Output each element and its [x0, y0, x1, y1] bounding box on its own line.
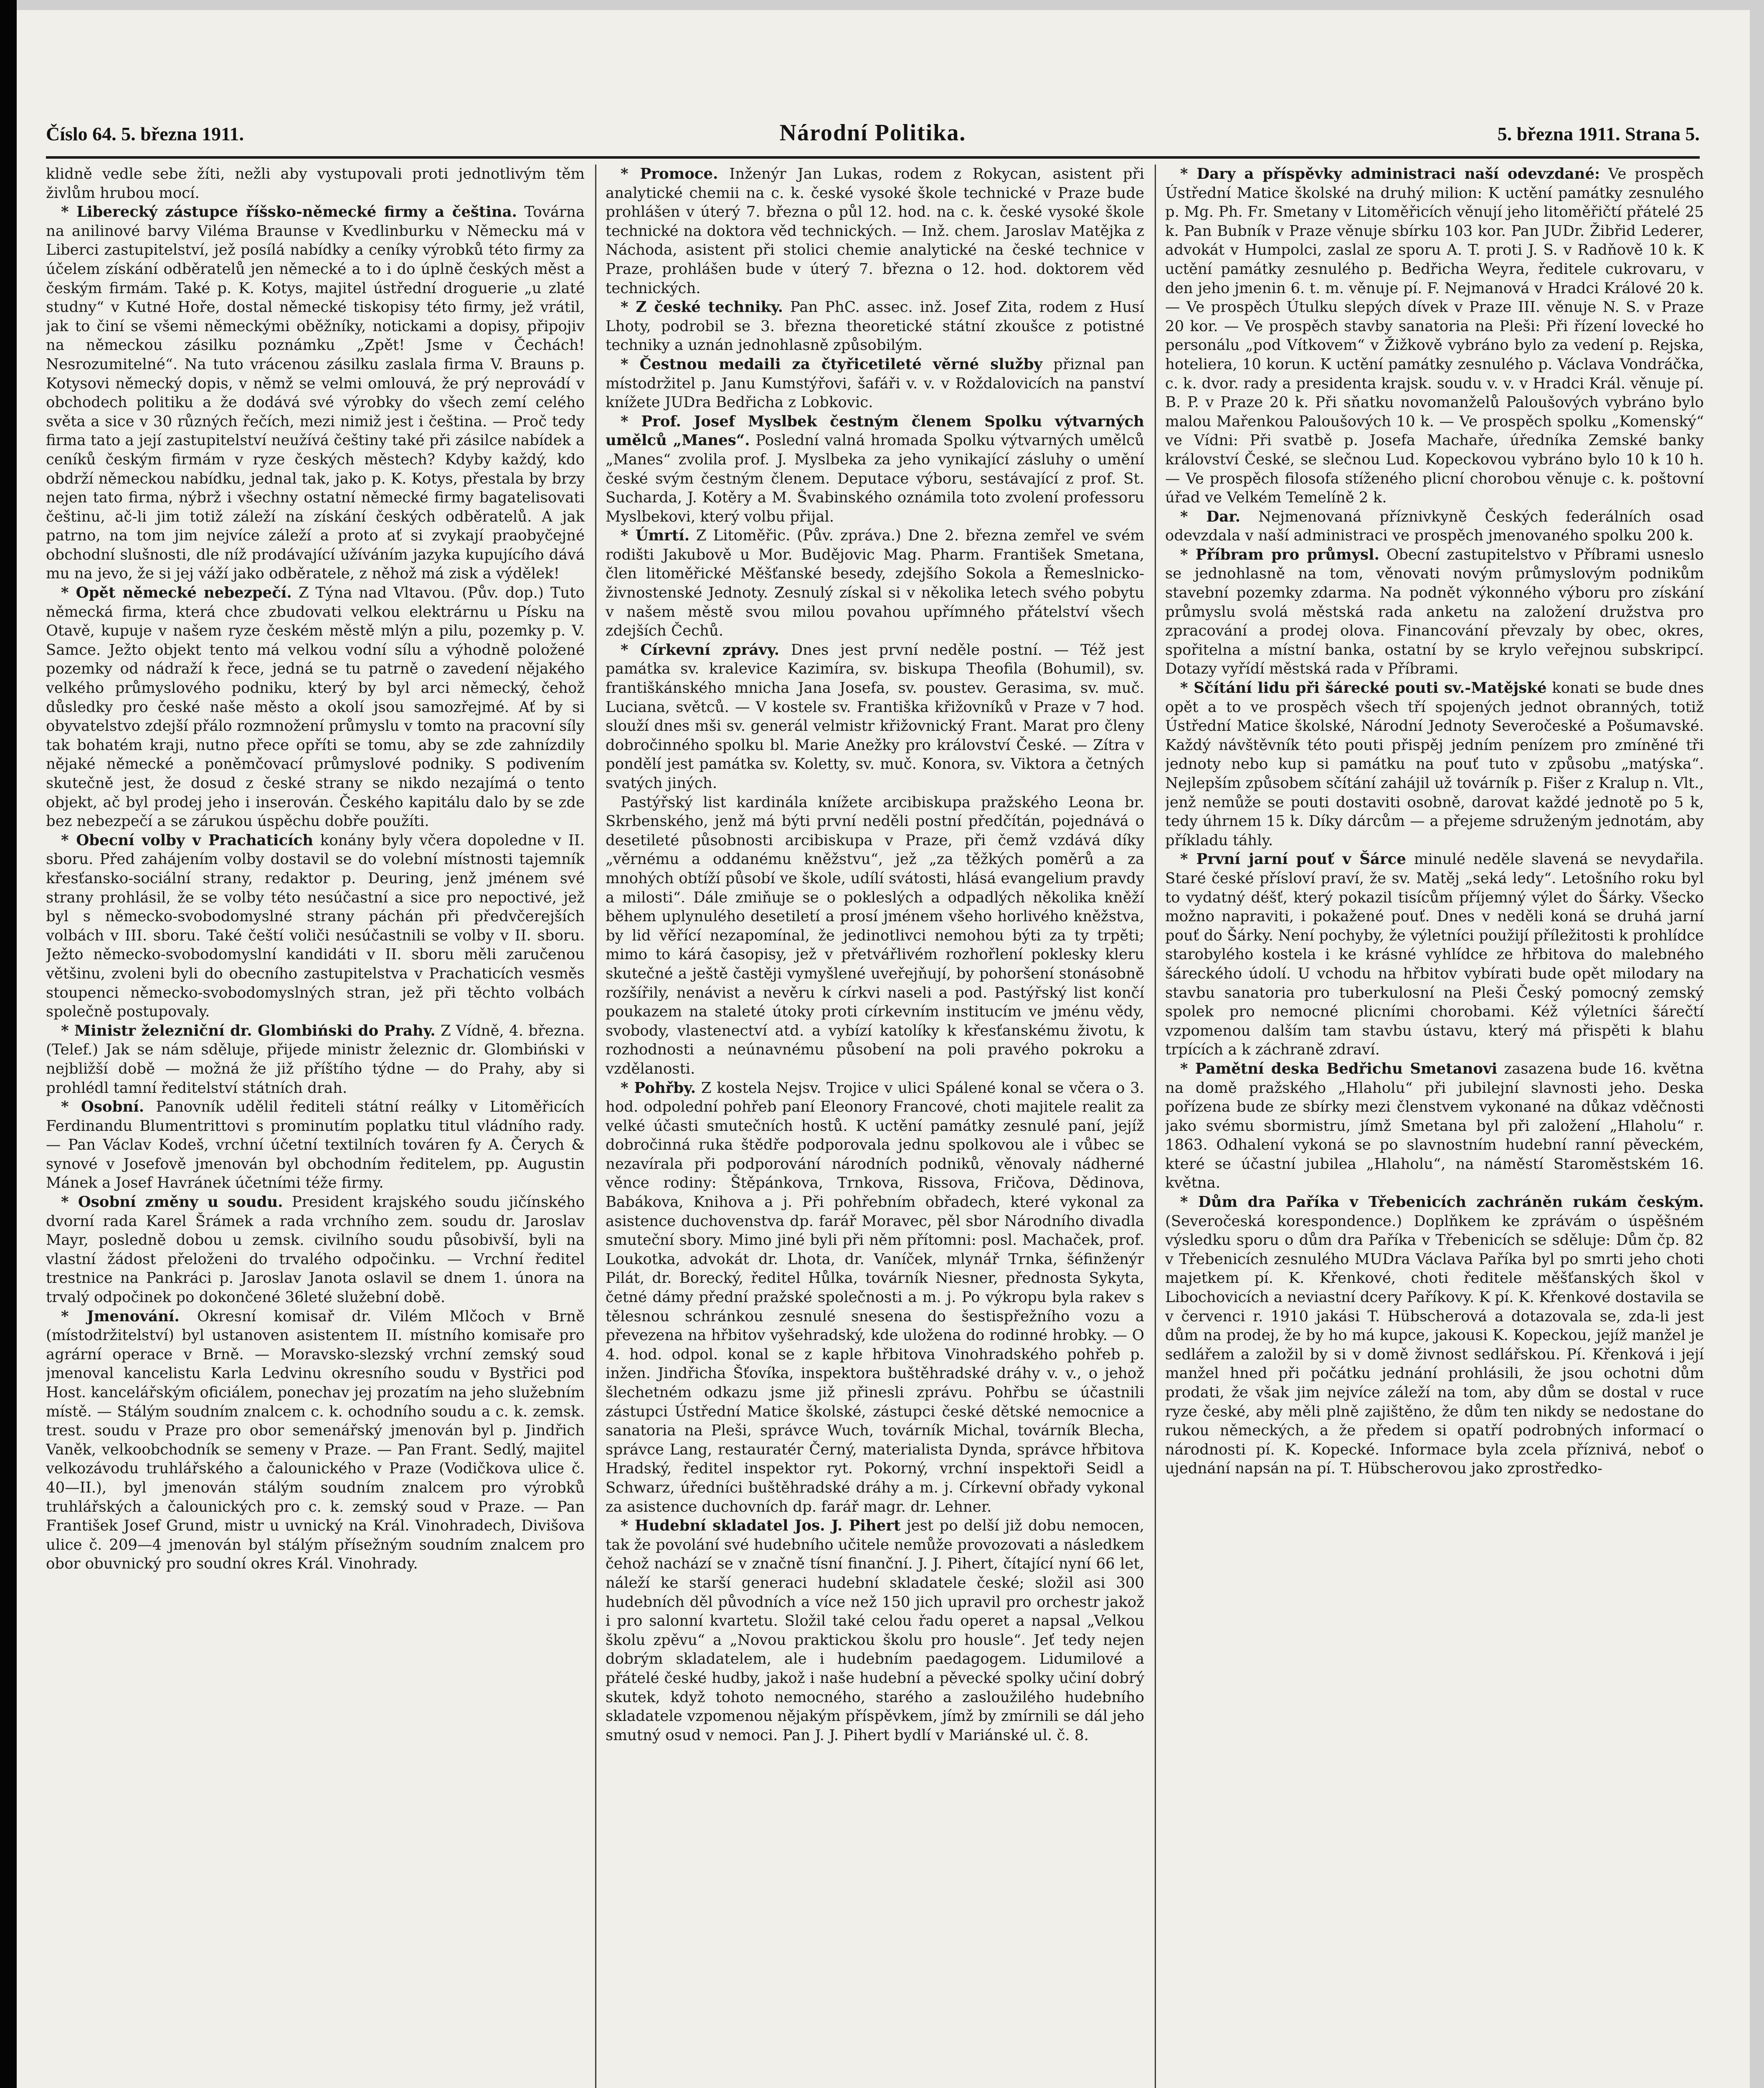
article-9: [606, 298, 1144, 355]
article-body: přiznal pan místodržitel p. Janu Kumstýřovi, šafáři v. v. v Roždalovicích na panství knížete JUDra Bedřicha z Lobkovic.: [606, 355, 1144, 411]
issue-number: Číslo 64. 5. března 1911.: [46, 123, 244, 144]
date-page: 5. března 1911. Strana 5.: [1497, 123, 1700, 144]
article-body: Panovník udělil řediteli státní reálky v Litoměřicích Ferdinandu Blumentrittovi s prominutím poplatku titul vládního rady. — Pan Václav Kodeš, vrchní účetní textilních továren fy A. Čerych & synové v Josefově jmenován byl obchodním ředitelem, pp. Augustin Mánek a Josef Havránek účetními téže firmy.: [46, 1098, 585, 1192]
article-body: Ve prospěch Ústřední Matice školské na druhý milion: K uctění památky zesnulého p. Mg. Ph. Fr. Smetany v Litoměřicích věnují jeho litoměřičtí přátelé 25 k. Pan Bubník v Praze věnuje sbírku 103 kor. Pan JUDr. Žibřid Lederer, advokát v Humpolci, zaslal ze sporu A. T. proti J. S. v Radňově 10 k. K uctění památky zesnulého p. Bedřicha Weyra, ředitele cukrovaru, v den jeho jmenin 6. t. m. věnuje pí. F. Nejmanová v Hradci Králové 20 k. — Ve prospěch Útulku slepých dívek v Praze III. věnuje N. S. v Praze 20 kor. — Ve prospěch stavby sanatoria na Pleši: Při řízení lovecké ho personálu „pod Vítkovem“ v Žižkově vybráno bylo za vedení p. Rejska, hoteliera, 10 korun. K uctění památky zesnulého p. Václava Vondráčka, c. k. dvor. rady a presidenta krajsk. soudu v. v. v Hradci Král. věnuje pí. B. P. v Praze 20 k. Při sňatku novomanželů Paloušových vybráno bylo malou Mařenkou Paloušových 10 k. — Ve prospěch spolku „Komenský“ ve Vídni: Při svatbě p. Josefa Machaře, úředníka Zemské banky království České, se slečnou Lud. Kopeckovou vybráno bylo 10 k 10 h. — Ve prospěch filosofa stíženého plicní chorobou věnuje c. k. poštovní úřad ve Velkém Temelíně 2 k.: [1165, 165, 1704, 507]
column-rule: [1155, 165, 1156, 2088]
article-lead: * Pohřby.: [621, 1079, 696, 1097]
article-body: Továrna na anilinové barvy Viléma Braunse v Kvedlinburku v Německu má v Liberci zastupitelství, jež posílá nabídky a ceníky výrobků této firmy za účelem získání odběratelů jen německé a to i do úplně českých měst a českým firmám. Také p. K. Kotys, majitel ústřední droguerie „u zlaté studny“ v Kutné Hoře, dostal německé tiskopisy této firmy, jež vrátil, jak to činí se všemi německými oběžníky, notickami a dopisy, připojiv na německou zásilku poznámku „Zpět! Jsme v Čechách! Nesrozumitelné“. Na tuto vrácenou zásilku zaslala firma V. Brauns p. Kotysovi německý dopis, v němž se velmi omlouvá, že prý neprovádí v obchodech politiku a že dodává své výrobky do všech zemí celého světa a sice v 30 různých řečích, mezi nimiž jest i čeština. — Proč tedy firma tato a její zastupitelství neužívá češtiny také při zásilce nabídek a ceníků českým firmám v ryze českých městech? Kdyby každý, kdo obdrží německou nabídku, jednal tak, jako p. K. Kotys, přestala by brzy nejen tato firma, nýbrž i všechny ostatní německé firmy bagatelisovati češtinu, ač-li jim totiž záleží na získání českých odběratelů. A jak patrno, na tom jim nejvíce záleží a proto ať si zvykají praobyčejné obchodní slušnosti, dle níž prodávající užíváním jazyka kupujícího dává mu na jevo, že si jej váží jako odběratele, z něhož má zisk a výdělek!: [46, 203, 585, 583]
article-lead: * Liberecký zástupce říšsko-německé firmy a čeština.: [61, 203, 517, 221]
article-16: [606, 1516, 1144, 1745]
article-lead: * Dar.: [1180, 508, 1241, 525]
article-body: Z kostela Nejsv. Trojice v ulici Spálené konal se včera o 3. hod. odpolední pohřeb paní Eleonory Francové, choti majitele realit za velké účasti smutečních hostů. K uctění památky zesnulé paní, jejíž dobročinná ruka štědře podporovala jednu spolkovou ale i vůbec se nezavírala při podporování národních podniků, věnovaly nádherné věnce rodiny: Štěpánkova, Trnkova, Rissova, Fričova, Dědinova, Babákova, Knihova a j. Při pohřebním obřadech, které vykonal za asistence duchovenstva dp. farář Moravec, pěl sbor Národního divadla smuteční sbory. Mimo jiné byli při něm přítomni: posl. Machaček, prof. Loukotka, advokát dr. Lhota, dr. Vaníček, mlynář Trnka, šéfinženýr Pilát, dr. Borecký, ředitel Hůlka, továrník Niesner, přednosta Sykyta, četné dámy přední pražské společnosti a m. j. Po výkropu byla rakev s tělesnou schránkou zesnulé snesena do šestispřežního vozu a převezena na hřbitov vyšehradský, kde uložena do rodinné hrobky. — O 4. hod. odpol. konal se z kaple hřbitova Vinohradského pohřeb p. inžen. Jindřicha Šťovíka, inspektora buštěhradské dráhy v. v., o jehož šlechetném odkazu jsme již přinesli zprávu. Pohřbu se účastnili zástupci Ústřední Matice školské, zástupci české dětské nemocnice a sanatoria na Pleši, správce Wuch, továrník Michal, továrník Blecha, správce Lang, restauratér Černý, materialista Dynda, správce hřbitova Hradský, ředitel inspektor ryt. Pokorný, vrchní inspektoři Seidl a Schwarz, úředníci buštěhradské dráhy a m. j. Církevní obřady vykonal za asistence duchovních dp. farář magr. dr. Lehner.: [606, 1079, 1144, 1515]
article-body: Z Vídně, 4. března. (Telef.) Jak se nám sděluje, přijede ministr železnic dr. Glombiński v nejbližší době — možná že již příštího týdne — do Prahy, aby si prohlédl tamní ředitelství státních drah.: [46, 1022, 585, 1097]
article-lead: * Z české techniky.: [621, 299, 783, 316]
article-23: [1165, 1193, 1704, 1478]
article-lead: * Příbram pro průmysl.: [1180, 546, 1380, 563]
article-lead: * Jmenování.: [61, 1308, 180, 1325]
column-1: [46, 165, 585, 2088]
article-lead: * Dary a příspěvky administraci naší odevzdané:: [1180, 165, 1600, 182]
article-lead: * Úmrtí.: [621, 527, 690, 545]
newspaper-page: [17, 10, 1750, 2088]
article-body: Obecní zastupitelstvo v Příbrami usneslo se jednohlasně na tom, věnovati novým průmyslovým podnikům stavební pozemky zdarma. Na podnět výkonného výboru pro získání průmyslu svolá městská rada anketu na založení družstva pro zpracování a prodej olova. Financování převzaly by obec, okres, spořitelna a místní banka, ostatní by se krylo veřejnou subskripcí. Dotazy vyřídí městská rada v Příbrami.: [1165, 546, 1704, 678]
article-lead: * Prof. Josef Myslbek čestným členem Spolku výtvarných umělců „Manes“.: [606, 413, 1144, 449]
article-lead: * Pamětní deska Bedřichu Smetanovi: [1180, 1060, 1498, 1077]
article-10: [606, 355, 1144, 412]
article-1: [46, 203, 585, 583]
article-body: Nejmenovaná příznivkyně Českých federálních osad odevzdala v naší administraci ve prospěch jmenovaného spolku 200 k.: [1165, 508, 1704, 545]
article-body: Dnes jest první neděle postní. — Též jest památka sv. kralevice Kazimíra, sv. biskupa Theofila (Bohumil), sv. františkánského mnicha Jana Josefa, sv. poustev. Gerasima, sv. muč. Luciana, světců. — V kostele sv. Františka křižovníků v Praze v 7 hod. slouží dnes mši sv. generál velmistr křižovnický Frant. Marat pro členy dobročinného spolku bl. Marie Anežky pro království České. — Zítra v pondělí jest památka sv. Koletty, sv. muč. Konora, sv. Viktora a četných svatých jiných.: [606, 641, 1144, 792]
article-columns: [46, 165, 1704, 2088]
article-body: minulé neděle slavená se nevydařila. Staré české přísloví praví, že sv. Matěj „seká ledy“. Letošního roku byl to vydatný déšť, který pokazil tisícům příjemný výlet do Šárky. Všecko možno napraviti, i pokažené pouť. Dnes v neděli koná se druhá jarní pouť do Šárky. Není pochyby, že výletníci použijí příležitosti k prohlídce starobylého kostela i ke krásné vyhlídce ze hřbitova do malebného šáreckého údolí. U vchodu na hřbitov vybírati bude opět milodary na stavbu sanatoria pro tuberkulosní na Pleši Český pomocný zemský spolek pro nemocné plicními chorobami. Kéž výletníci šárečtí vzpomenou dalším tam stavbu ústavu, který má přispěti k blahu trpících a k záchraně zdraví.: [1165, 851, 1704, 1059]
article-body: Poslední valná hromada Spolku výtvarných umělců „Manes“ zvolila prof. J. Myslbeka za jeho vynikající zásluhy o umění české svým čestným členem. Deputace výboru, sestávající z prof. St. Sucharda, J. Kotěry a M. Švabinského oznámila toto zvolení professoru Myslbekovi, který volbu přijal.: [606, 432, 1144, 525]
article-3: [46, 831, 585, 1021]
article-6: [46, 1193, 585, 1307]
article-body: konati se bude dnes opět a to ve prospěch všech tří spojených jednot obranných, totiž Ústřední Matice školské, Národní Jednoty Severočeské a Pošumavské. Každý návštěvník této pouti přispěj jedním penízem pro zmíněné tři jednoty nebo kup si památku na pouť tuto v způsobu „matýska“. Nejlepším způsobem sčítání zahájil už továrník p. Fišer z Kralup n. Vlt., jenž nemůže se pouti dostaviti osobně, darovat každé jednotě po 5 k, tedy úhrnem 15 k. Díky dárcům — a přejeme sdruženým jednotám, aby příkladu táhly.: [1165, 679, 1704, 849]
article-body: Pan PhC. assec. inž. Josef Zita, rodem z Husí Lhoty, podrobil se 3. března theoretické státní zkoušce z potistné techniky a uznán jednohlasně způsobilým.: [606, 299, 1144, 354]
column-3: [1165, 165, 1704, 2088]
column-rule: [595, 165, 596, 2088]
article-body: Inženýr Jan Lukas, rodem z Rokycan, asistent při analytické chemii na c. k. české vysoké škole technické v Praze bude prohlášen v úterý 7. března o půl 12. hod. na c. k. české vysoké škole technické na doktora věd technických. — Inž. chem. Jaroslav Matějka z Náchoda, asistent při stolici chemie analytické na české technice v Praze, prohlášen bude v úterý 7. března o 12. hod. doktorem věd technických.: [606, 165, 1144, 297]
article-15: [606, 1079, 1144, 1517]
article-body: konány byly včera dopoledne v II. sboru. Před zahájením volby dostavil se do volební místnosti tajemník křesťansko-sociální strany, redaktor p. Deuring, jenž jménem své strany prohlásil, že se volby této nesúčastní a sice pro nepoctivé, jež byl s německo-svobodomyslné strany páchán při předvčerejších volbách v III. sboru. Také čeští voliči nesúčastnili se volby v II. sboru. Ježto německo-svobodomyslní kandidáti v II. sboru měli zaručenou většinu, zvoleni byli do obecního zastupitelstva v Prachaticích vesměs stoupenci německo-svobodomyslných stran, jež při těchto volbách společně postupovaly.: [46, 831, 585, 1021]
article-lead: * Promoce.: [621, 165, 718, 182]
paper-name: Národní Politika.: [779, 120, 966, 146]
article-20: [1165, 679, 1704, 850]
article-lead: * Ministr železniční dr. Glombiński do Prahy.: [61, 1022, 436, 1039]
article-17: [1165, 165, 1704, 507]
article-12: [606, 526, 1144, 641]
article-5: [46, 1097, 585, 1193]
article-body: Okresní komisař dr. Vilém Mlčoch v Brně (místodržitelství) byl ustanoven asistentem II. místního komisaře pro agrární operace v Brně. — Moravsko-slezský vrchní zemský soud jmenoval kancelistu Karla Ledvinu okresního soudu v Bystřici pod Host. kancelářským oficiálem, ponechav jej prozatím na jeho služebním místě. — Stálým soudním znalcem c. k. ochodního soudu a c. k. zemsk. trest. soudu v Praze pro obor semenářský jmenován byl p. Jindřich Vaněk, velkoobchodník se semeny v Praze. — Pan Frant. Sedlý, majitel velkozávodu truhlářského a čalounického v Praze (Vodičkova ulice č. 40—II.), byl jmenován stálým soudním znalcem pro výrobků truhlářských a čalounických pro c. k. zemský soud v Praze. — Pan František Josef Grund, mistr u uvnický na Král. Vinohradech, Divišova ulice č. 209—4 jmenován byl stálým přísežným soudním znalcem pro obor obuvnický pro soudní okres Král. Vinohrady.: [46, 1308, 585, 1573]
article-21: [1165, 850, 1704, 1059]
article-22: [1165, 1059, 1704, 1193]
article-18: [1165, 507, 1704, 545]
article-body: zasazena bude 16. května na domě pražského „Hlaholu“ při jubilejní slavnosti jeho. Deska pořízena bude ze sbírky mezi členstvem vykonané na důkaz vděčnosti jako svému sbormistru, jímž Smetana byl při založení „Hlaholu“ r. 1863. Odhalení vykoná se po slavnostním hudební ranní pěveckém, které se účastní jubilea „Hlaholu“, na náměstí Staroměstském 16. května.: [1165, 1060, 1704, 1192]
article-7: [46, 1307, 585, 1574]
article-13: [606, 641, 1144, 793]
article-body: Z Týna nad Vltavou. (Pův. dop.) Tuto německá firma, která chce zbudovati velkou elektrárnu u Písku na Otavě, kupuje v našem ryze českém městě mlýn a pilu, pozemky p. V. Samce. Ježto objekt tento má velkou vodní sílu a výhodně položené pozemky od nádraží k řece, jedná se tu patrně o zavedení nějakého velkého průmyslového podniku, který by byl arci německý, čehož důsledky pro české naše město a okolí jsou samozřejmé. Ať by si obyvatelstvo zdejší přálo rozmnožení průmyslu v tomto na pracovní síly tak bohatém kraji, nutno přece opříti se tomu, aby se zde zahnízdily nějaké německé a poněmčovací průmyslové podniky. S podivením skutečně jest, že dosud z české strany se nikdo nezajímá o tento objekt, ač byl prodej jeho i inserován. Českého kapitálu dalo by se zde bez nebezpečí a se zárukou úspěchu dobře použíti.: [46, 584, 585, 830]
scan-edge: [0, 0, 17, 2088]
article-11: [606, 412, 1144, 527]
article-4: [46, 1021, 585, 1097]
article-body: klidně vedle sebe žíti, nežli aby vystupovali proti jednotlivým těm živlům hrubou mocí.: [46, 165, 585, 202]
article-14: [606, 793, 1144, 1079]
article-body: Pastýřský list kardinála knížete arcibiskupa pražského Leona br. Skrbenského, jenž má býti první neděli postní předčítán, pojednává o desetileté působnosti arcibiskupa v Praze, při čemž vzdává díky „věrnému a oddanému kněžstvu“, jež „za těžkých poměrů a za mnohých obtíží působí ve škole, udílí svátosti, hlásá evangelium pravdy a milosti“. Dále zmiňuje se o pokleslých a odpadlých několika kněží během uplynulého desetiletí a prosí jménem všeho horlivého kněžstva, by lid věřící nezapomínal, že jedinotlivci nemohou býti za ty trpěti; mimo to kárá časopisy, jež v přetvářlivém rozhořlení poklesky kleru skutečné a ještě častěji vymyšlené uveřejňují, by pohoršení stonásobně rozšířily, nenávist a nevěru k církvi naseli a pod. Pastýřský list končí poukazem na staleté útoky proti církevním institucím ve jménu vědy, svobody, vlastenectví atd. a vybízí katolíky k křesťanskému životu, k rozhodnosti a neúnavnému působení na poli pravého pokroku a vzdělanosti.: [606, 793, 1144, 1077]
column-2: [606, 165, 1144, 2088]
article-lead: * Sčítání lidu při šárecké pouti sv.-Matějské: [1180, 679, 1547, 697]
article-lead: * Osobní.: [61, 1098, 144, 1116]
article-body: (Severočeská korespondence.) Doplňkem ke zprávám o úspěšném výsledku sporu o dům dra Paříka v Třebenicích se sděluje: Dům čp. 82 v Třebenicích zesnulého MUDra Václava Paříka byl po smrti jeho choti majetkem pí. K. Křenkové, choti ředitele měšťanských škol v Libochovicích a neviastní dcery Paříkovy. K pí. K. Křenkové dostavila se v červenci r. 1910 jakási T. Hübscherová a dotazovala se, zda-li jest dům na prodej, že by ho má kupce, jakousi K. Kopeckou, jejíž manžel je sedlářem a založil by si v domě živnost sedlářskou. Pí. Křenková i její manžel hned při počátku jednání prohlásili, že jsou ochotni dům prodati, že však jim nejvíce záleží na tom, aby dům se dostal v ruce ryze české, aby měli plně zajištěno, že dům ten nikdy se nedostane do rukou německých, a že předem si opatří podrobných informací o národnosti pí. K. Kopecké. Informace byla zcela příznivá, neboť o ujednání napsán na pí. T. Hübscherovou jako zprostředko-: [1165, 1212, 1704, 1477]
article-lead: * Čestnou medaili za čtyřicetileté věrné služby: [621, 355, 1043, 373]
article-8: [606, 165, 1144, 298]
article-lead: * Dům dra Paříka v Třebenicích zachráněn rukám českým.: [1180, 1194, 1704, 1211]
article-0: [46, 165, 585, 203]
article-body: jest po delší již dobu nemocen, tak že povolání své hudebního učitele nemůže provozovati a následkem čehož nachází se v značně tísní finanční. J. J. Pihert, čítající nyní 66 let, náleží ke starší generaci hudební skladatele české; složil asi 300 hudebních děl původních a více než 150 jich upravil pro orchestr jakož i pro salonní kvartetu. Složil také celou řadu operet a napsal „Velkou školu zpěvu“ a „Novou praktickou školu pro housle“. Jeť tedy nejen dobrým skladatelem, ale i hudebním paedagogem. Lidumilové a přátelé české hudby, jakož i naše hudební a pěvecké spolky učiní dobrý skutek, když tohoto nemocného, starého a zasloužilého hudebního skladatele vzpomenou nějakým příspěvkem, jímž by zmírnili se dál jeho smutný osud v nemoci. Pan J. J. Pihert bydlí v Mariánské ul. č. 8.: [606, 1517, 1144, 1744]
article-lead: * Opět německé nebezpečí.: [61, 584, 292, 602]
article-lead: * Osobní změny u soudu.: [61, 1194, 283, 1211]
masthead: [46, 114, 1700, 159]
article-2: [46, 583, 585, 831]
article-lead: * Církevní zprávy.: [621, 641, 780, 659]
article-body: President krajského soudu jičínského dvorní rada Karel Šrámek a rada vrchního zem. soudu dr. Jaroslav Mayr, posledně dobou u zemsk. civilního soudu působivší, byli na vlastní žádost přeloženi do trvalého odpočinku. — Vrchní ředitel trestnice na Pankráci p. Jaroslav Janota oslavil se dnem 1. února na trvalý odpočinek po dokončené 36leté služební době.: [46, 1194, 585, 1306]
article-lead: * Hudební skladatel Jos. J. Pihert: [621, 1517, 901, 1535]
article-19: [1165, 545, 1704, 679]
article-lead: * První jarní pouť v Šárce: [1180, 851, 1406, 868]
article-lead: * Obecní volby v Prachaticích: [61, 831, 314, 849]
article-body: Z Litoměřic. (Pův. zpráva.) Dne 2. března zemřel ve svém rodišti Jakubově u Mor. Budějovic Mag. Pharm. František Smetana, člen litoměřické Měšťanské besedy, zdejšího Sokola a Řemeslnicko-živnostenské Jednoty. Zesnulý získal si v několika letech svého pobytu v našem městě svou milou povahou upřímného přátelství všech zdejších Čechů.: [606, 527, 1144, 640]
